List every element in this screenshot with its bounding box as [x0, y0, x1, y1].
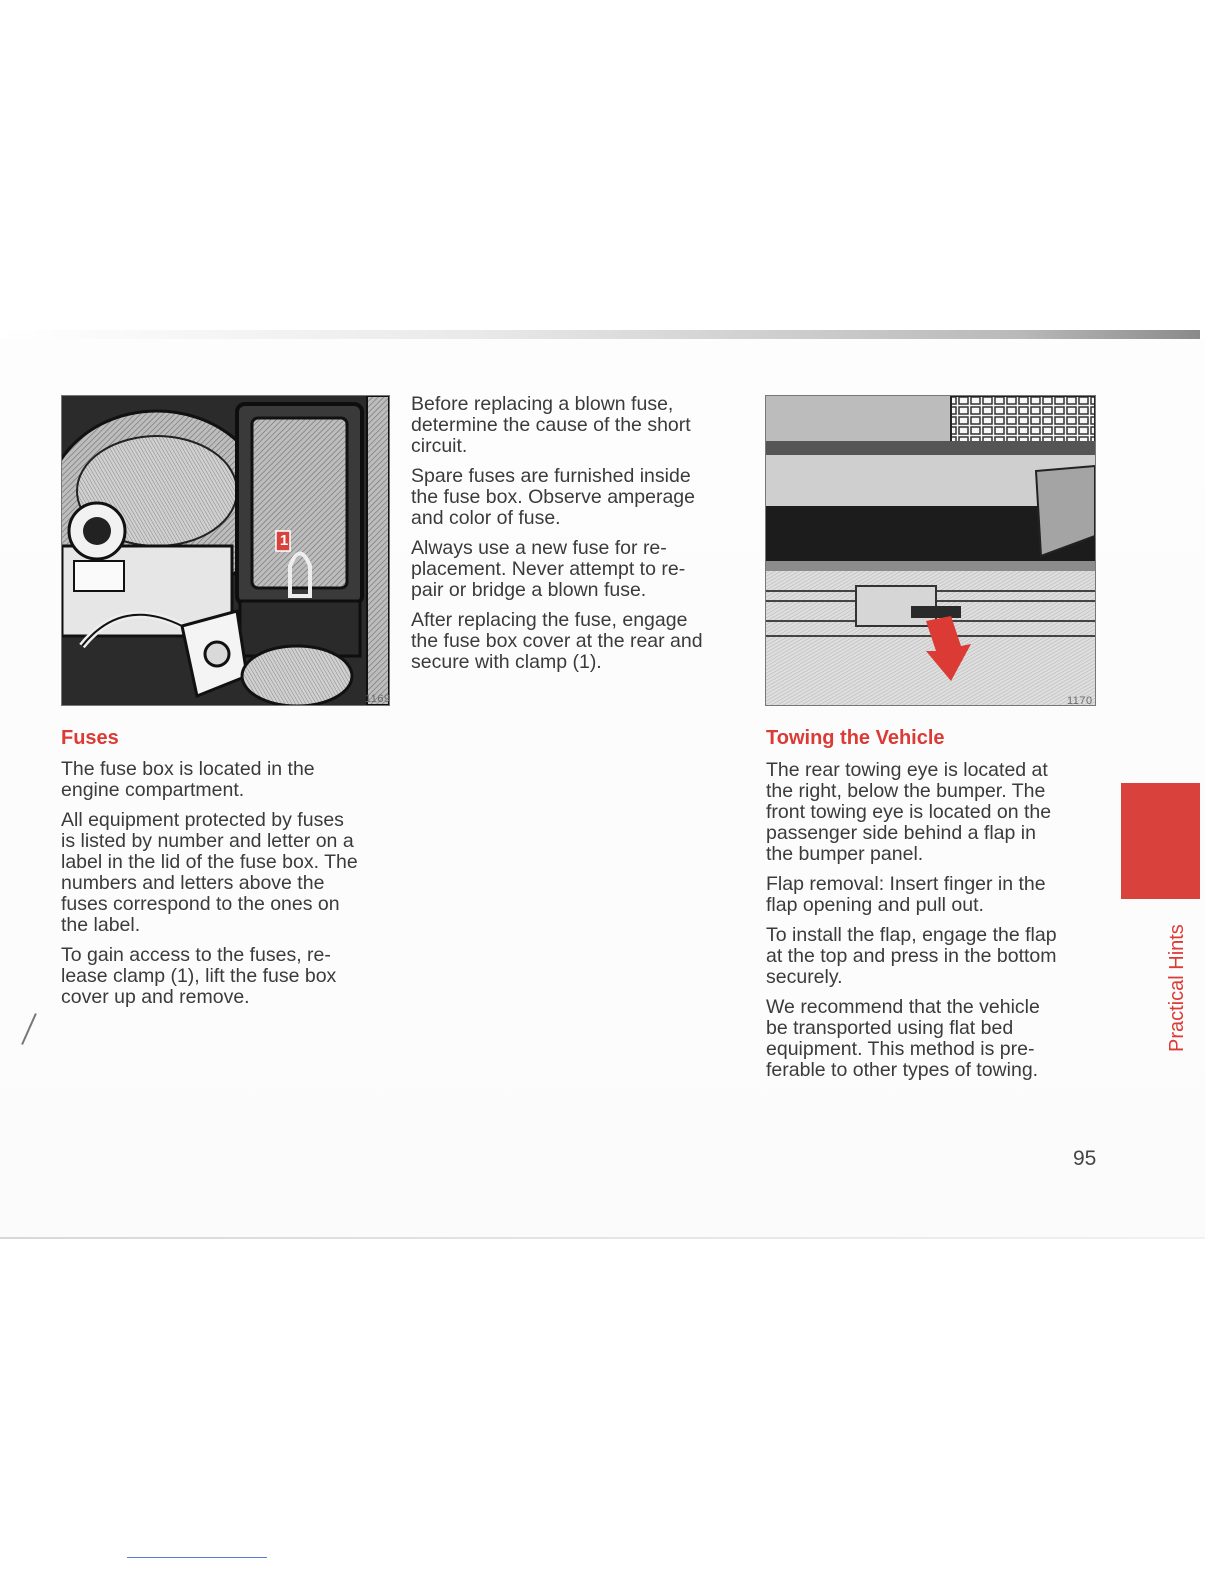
fuse-box-drawing — [62, 396, 389, 705]
middle-paragraph-1: Before replacing a blown fuse, determine the cause of the short circuit. — [411, 393, 691, 457]
fuses-paragraph-1: The fuse box is located in the engine compartment. — [61, 758, 315, 801]
towing-heading: Towing the Vehicle — [766, 727, 945, 749]
towing-paragraph-4: We recommend that the vehicle be transported using flat bed equipment. This method is pre- ferable to other types of towing. — [766, 996, 1040, 1081]
section-tab — [1121, 783, 1200, 899]
middle-paragraph-3: Always use a new fuse for re- placement. Never attempt to re- pair or bridge a blown fuse. — [411, 537, 686, 601]
scan-artifact-line — [127, 1557, 267, 1558]
towing-paragraph-2: Flap removal: Insert finger in the flap opening and pull out. — [766, 873, 1046, 916]
figure-number-1170: 1170 — [1067, 695, 1093, 707]
fuse-replacement-body — [411, 394, 751, 682]
middle-paragraph-4: After replacing the fuse, engage the fuse box cover at the rear and secure with clamp (1). — [411, 609, 703, 673]
page-number: 95 — [1073, 1147, 1097, 1170]
towing-flap-illustration — [765, 395, 1096, 706]
page-bottom-edge — [0, 1237, 1205, 1239]
fuses-paragraph-3: To gain access to the fuses, re- lease clamp (1), lift the fuse box cover up and remove. — [61, 944, 337, 1008]
fuses-body — [61, 759, 401, 1017]
towing-body — [766, 760, 1106, 1090]
towing-paragraph-3: To install the flap, engage the flap at the top and press in the bottom securely. — [766, 924, 1057, 988]
page-top-edge — [0, 330, 1200, 339]
bumper-drawing — [766, 396, 1095, 705]
fuses-paragraph-2: All equipment protected by fuses is listed by number and letter on a label in the lid of the fuse box. The numbers and letters above the fuses correspond to the ones on the label. — [61, 809, 358, 936]
section-tab-label: Practical Hints — [1166, 924, 1188, 1052]
middle-paragraph-2: Spare fuses are furnished inside the fuse box. Observe amperage and color of fuse. — [411, 465, 695, 529]
fuse-box-illustration — [61, 395, 390, 706]
towing-paragraph-1: The rear towing eye is located at the right, below the bumper. The front towing eye is located on the passenger side behind a flap in the bumper panel. — [766, 759, 1052, 865]
fuses-heading: Fuses — [61, 727, 119, 749]
figure-number-1169: 1169 — [365, 693, 391, 705]
fuse-box-callout-number: 1 — [279, 532, 289, 549]
